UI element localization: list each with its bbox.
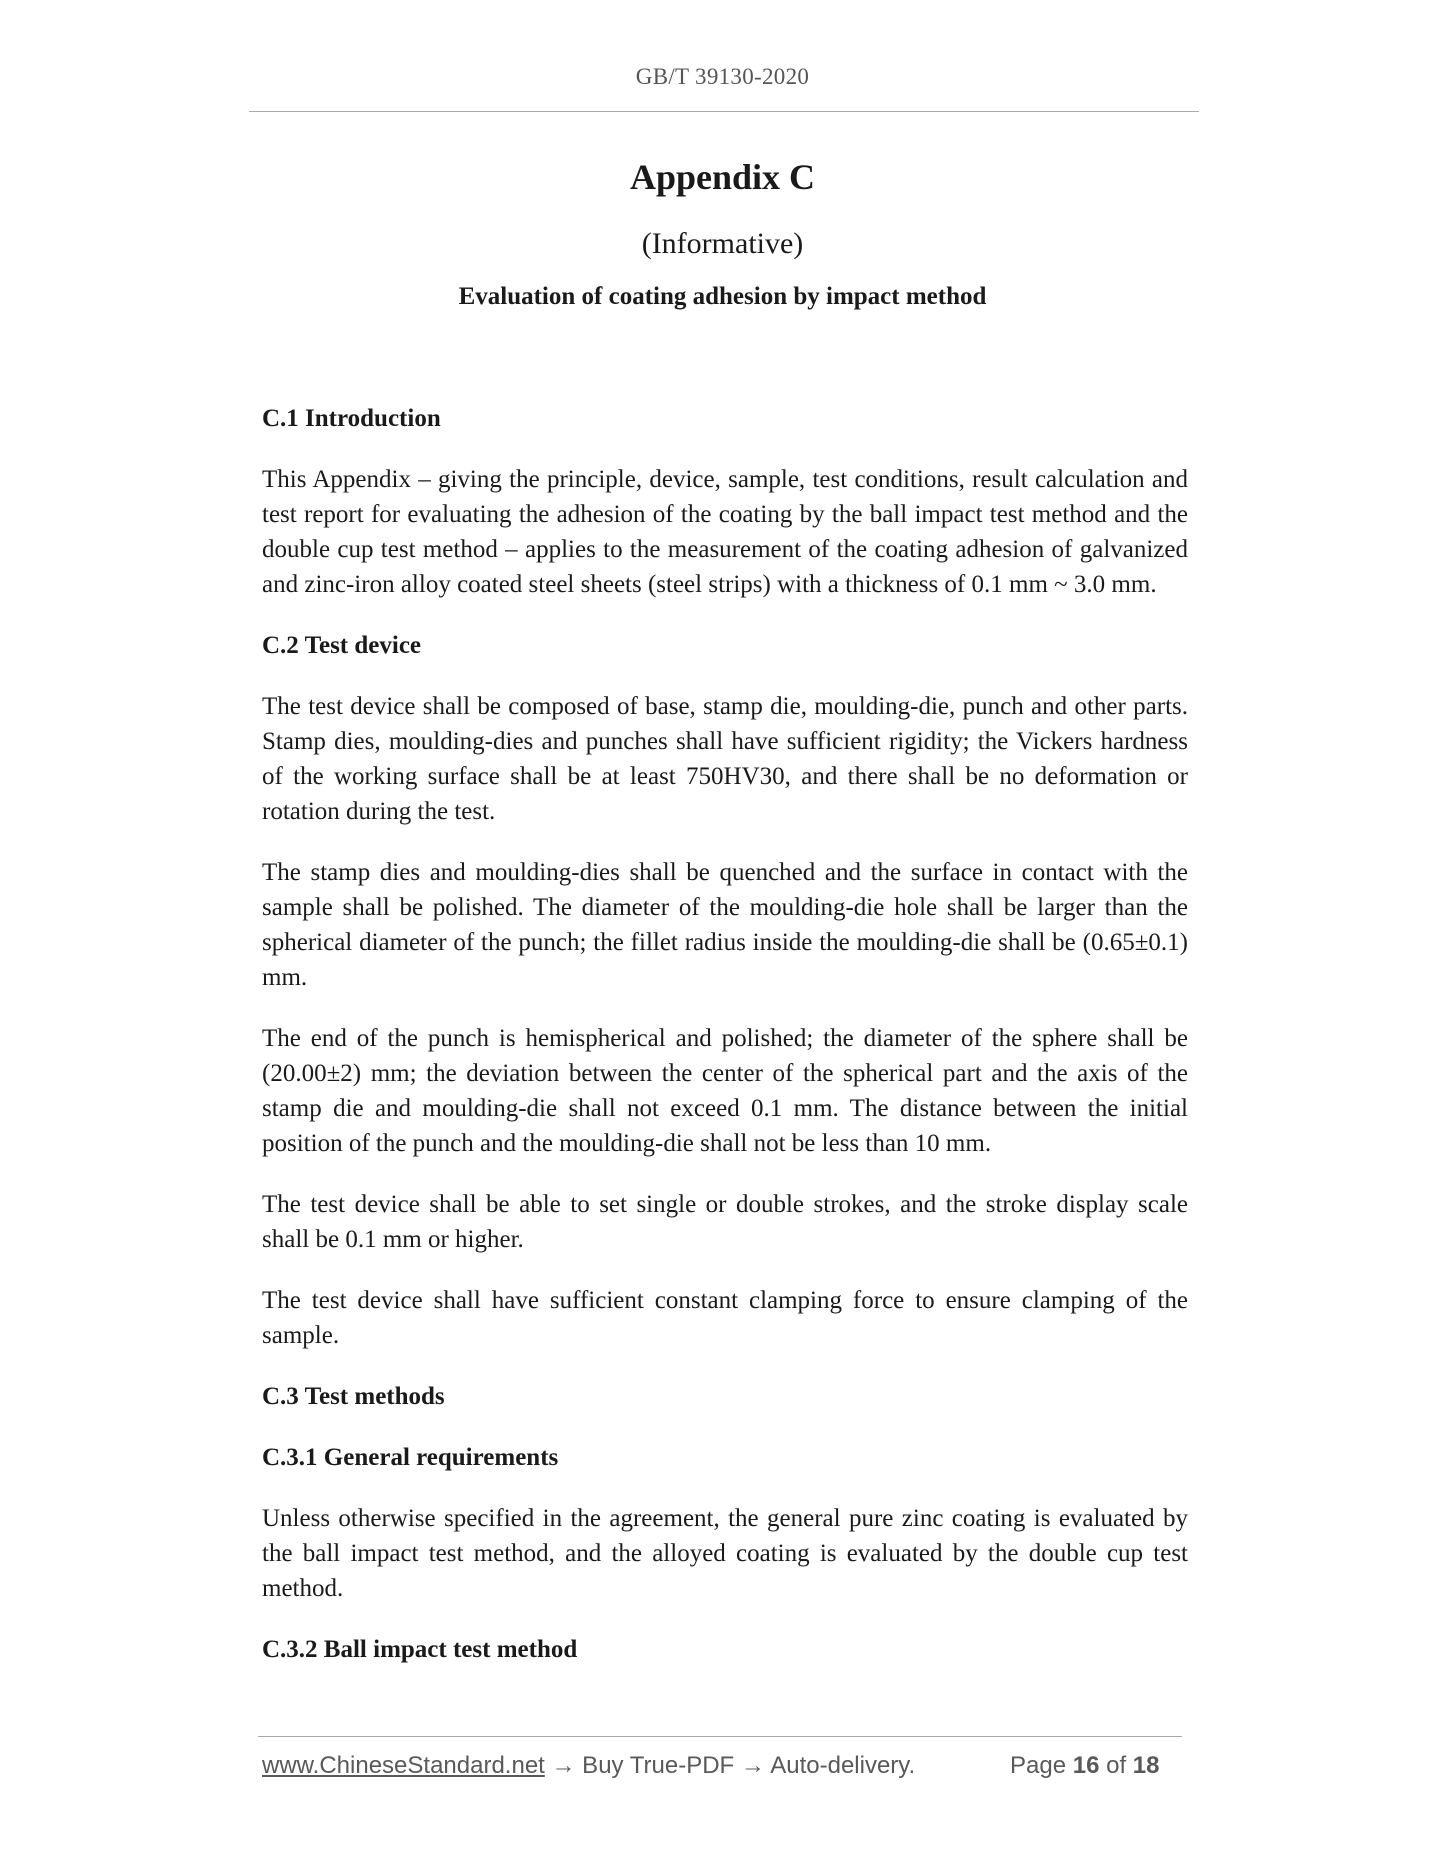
header-divider <box>249 111 1199 112</box>
paragraph: The stamp dies and moulding-dies shall be quenched and the surface in contact with the sample shall be polished. The diameter of the moulding-die hole shall be larger than the spherical diameter of the punch; the fillet radius inside the moulding-die shall be (0.65±0.1) mm. <box>262 859 1188 991</box>
appendix-heading: Evaluation of coating adhesion by impact method <box>458 283 987 310</box>
appendix-title: Appendix C <box>629 157 816 197</box>
paragraph: The test device shall be composed of base, stamp die, moulding-die, punch and other parts. Stamp dies, moulding-dies and punches shall have sufficient rigidity; the Vickers hardness of the working surface shall be at least 750HV30, and there shall be no deformation or rotation during the test. <box>262 693 1188 825</box>
paragraph: The test device shall have sufficient constant clamping force to ensure clamping of the sample. <box>262 1287 1188 1349</box>
section-heading-c2: C.2 Test device <box>262 632 422 659</box>
paragraph: Unless otherwise specified in the agreement, the general pure zinc coating is evaluated by the ball impact test method, and the alloyed coating is evaluated by the double cup test method. <box>262 1505 1188 1602</box>
standard-number-header: GB/T 39130-2020 <box>635 64 810 89</box>
appendix-type: (Informative) <box>641 227 804 260</box>
section-heading-c1: C.1 Introduction <box>262 405 441 432</box>
page-number <box>1010 1752 1160 1780</box>
paragraph: The test device shall be able to set single or double strokes, and the stroke display scale shall be 0.1 mm or higher. <box>262 1191 1188 1253</box>
chinesestandard-link[interactable]: www.ChineseStandard.net <box>262 1752 545 1779</box>
section-heading-c3: C.3 Test methods <box>262 1383 445 1410</box>
paragraph: This Appendix – giving the principle, device, sample, test conditions, result calculation and test report for evaluating the adhesion of the coating by the ball impact test method and the double cup test method – applies to the measurement of the coating adhesion of galvanized and zinc-iron alloy coated steel sheets (steel strips) with a thickness of 0.1 mm ~ 3.0 mm. <box>262 466 1188 598</box>
page-label: Page <box>1010 1752 1067 1779</box>
footer-promo <box>262 1752 915 1780</box>
current-page-number: 16 <box>1072 1752 1100 1779</box>
footer-divider <box>258 1736 1182 1737</box>
body-content <box>262 401 1188 1693</box>
section-heading-c3-2: C.3.2 Ball impact test method <box>262 1636 578 1663</box>
total-page-number: 18 <box>1132 1752 1160 1779</box>
footer-tagline: → Buy True-PDF → Auto-delivery. <box>544 1752 916 1779</box>
paragraph: The end of the punch is hemispherical and polished; the diameter of the sphere shall be (20.00±2) mm; the deviation between the center of the spherical part and the axis of the stamp die and moulding-die shall not exceed 0.1 mm. The distance between the initial position of the punch and the moulding-die shall not be less than 10 mm. <box>262 1025 1188 1157</box>
section-heading-c3-1: C.3.1 General requirements <box>262 1444 559 1471</box>
of-label: of <box>1106 1752 1127 1779</box>
